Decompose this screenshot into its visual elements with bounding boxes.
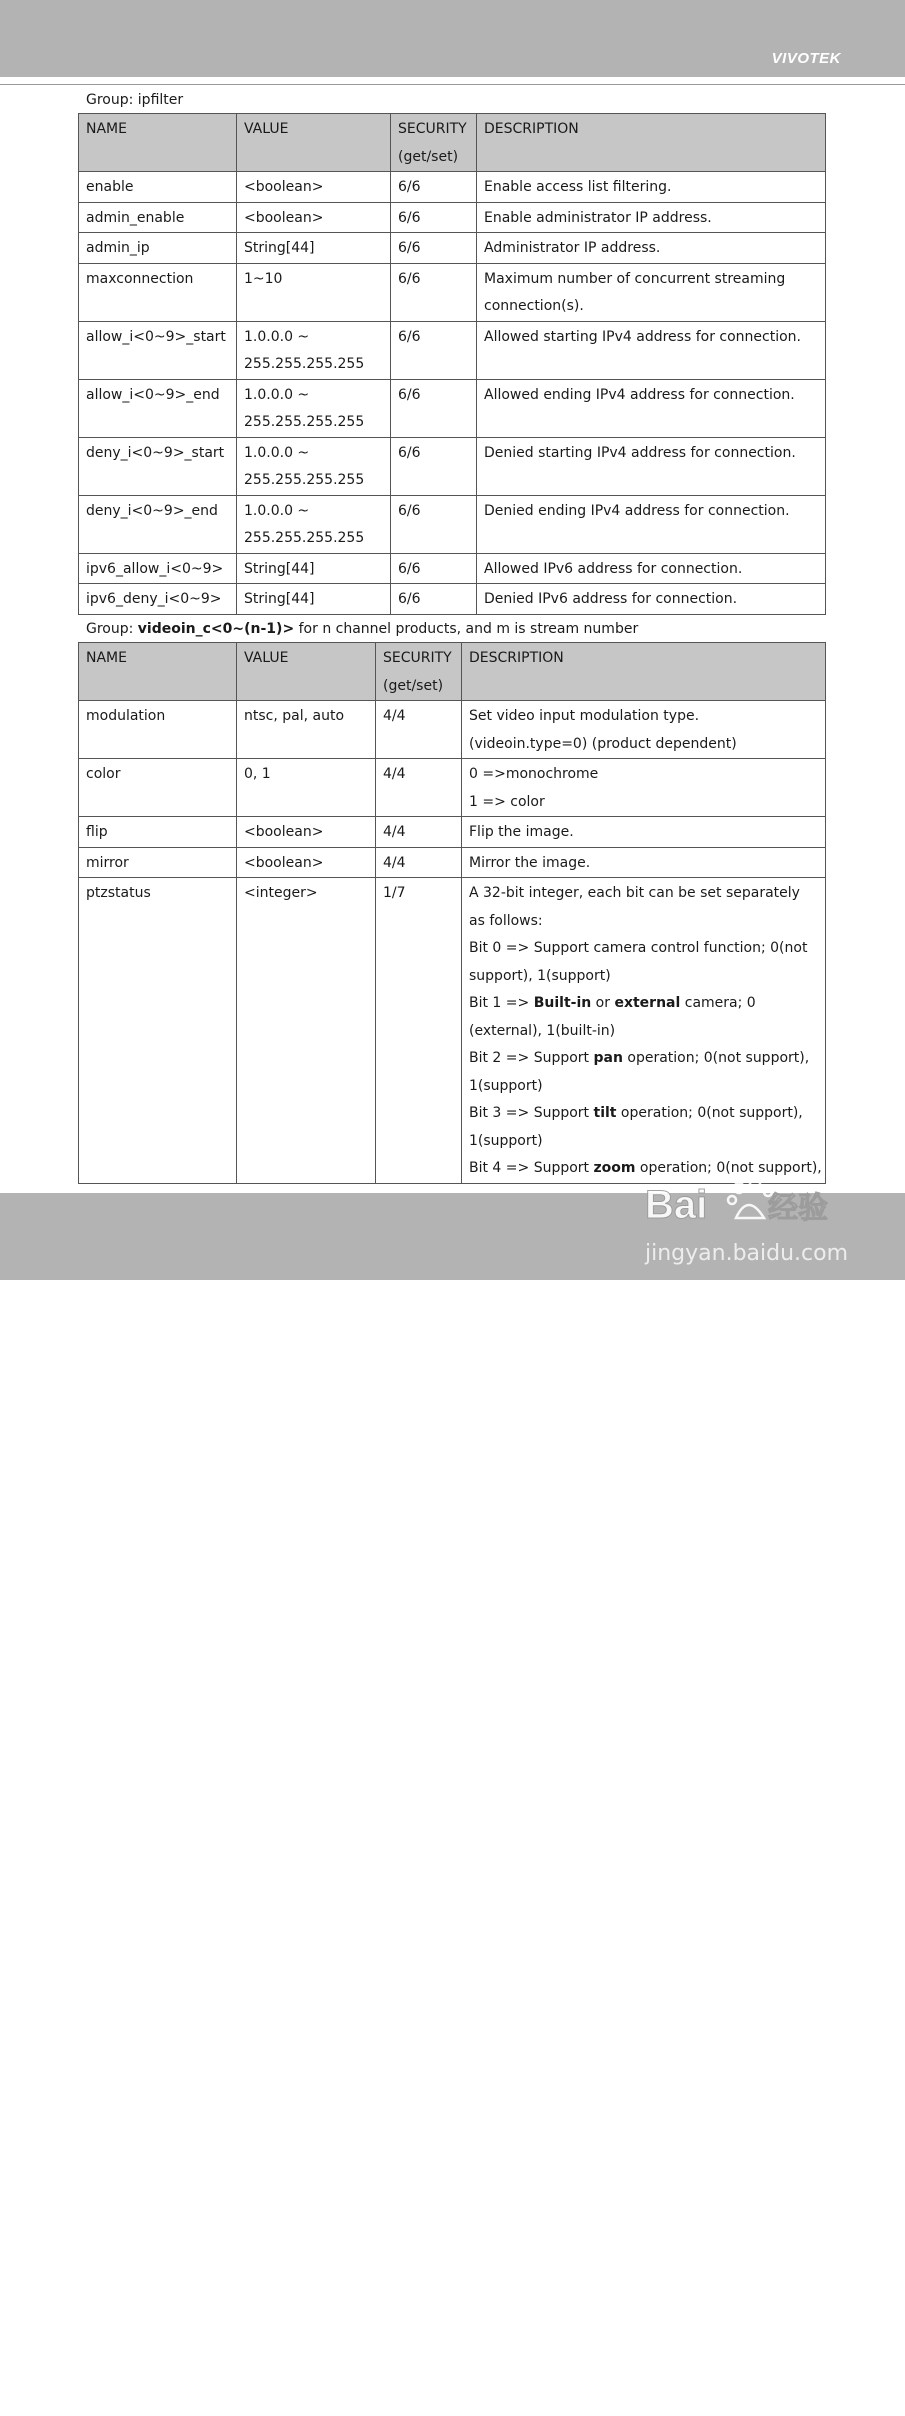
description-line: 1 => color: [469, 793, 545, 810]
cell-value: <boolean>: [237, 202, 391, 233]
table-row: [79, 233, 826, 264]
cell-security: 6/6: [391, 321, 477, 379]
cell-security: 6/6: [391, 202, 477, 233]
cell-name: deny_i<0~9>_start: [79, 437, 237, 495]
cell-security: 1/7: [376, 878, 462, 1184]
group-ipfilter-caption: Group: ipfilter: [86, 92, 184, 108]
table-header-row: [79, 114, 826, 172]
brand-logo: VIVOTEK: [771, 50, 841, 67]
table-row: [79, 321, 826, 379]
cell-value: 1.0.0.0 ~ 255.255.255.255: [237, 321, 391, 379]
cell-name: ipv6_deny_i<0~9>: [79, 584, 237, 615]
cell-security: 6/6: [391, 553, 477, 584]
description-intro: A 32-bit integer, each bit can be set separately as follows:: [469, 885, 800, 929]
table-row: [79, 202, 826, 233]
cell-description: Mirror the image.: [462, 847, 826, 878]
cell-security: 6/6: [391, 233, 477, 264]
table-row: [79, 495, 826, 553]
description-bit4: Bit 4 => Support zoom operation; 0(not support),: [469, 1160, 822, 1176]
cell-value: 1.0.0.0 ~ 255.255.255.255: [237, 437, 391, 495]
column-header-value: VALUE: [237, 114, 391, 172]
table-row: [79, 878, 826, 1184]
group-videoin-caption: [86, 621, 638, 637]
column-header-name: NAME: [79, 643, 237, 701]
ipfilter-table: [78, 113, 826, 615]
cell-name: allow_i<0~9>_end: [79, 379, 237, 437]
cell-name: color: [79, 759, 237, 817]
cell-value: <boolean>: [237, 817, 376, 848]
cell-description: Allowed IPv6 address for connection.: [477, 553, 826, 584]
cell-description: [462, 878, 826, 1184]
cell-value: 1.0.0.0 ~ 255.255.255.255: [237, 495, 391, 553]
table-row: [79, 817, 826, 848]
table-row: [79, 437, 826, 495]
cell-name: admin_ip: [79, 233, 237, 264]
cell-description: Enable access list filtering.: [477, 172, 826, 203]
header-band: [0, 0, 905, 77]
header-divider: [0, 84, 905, 85]
description-bit0: Bit 0 => Support camera control function; 0(not support), 1(support): [469, 940, 808, 984]
svg-text:jingyan.baidu.com: jingyan.baidu.com: [645, 1241, 849, 1266]
column-header-security: SECURITY (get/set): [376, 643, 462, 701]
cell-value: <integer>: [237, 878, 376, 1184]
cell-value: 1~10: [237, 263, 391, 321]
cell-security: 4/4: [376, 847, 462, 878]
cell-description: Flip the image.: [462, 817, 826, 848]
cell-description: Denied ending IPv4 address for connection.: [477, 495, 826, 553]
caption-prefix: Group:: [86, 621, 138, 637]
cell-name: allow_i<0~9>_start: [79, 321, 237, 379]
baidu-watermark-logo: [640, 1166, 855, 1276]
cell-value: <boolean>: [237, 847, 376, 878]
cell-value: String[44]: [237, 553, 391, 584]
column-header-description: DESCRIPTION: [477, 114, 826, 172]
cell-name: ptzstatus: [79, 878, 237, 1184]
cell-name: enable: [79, 172, 237, 203]
table-row: [79, 263, 826, 321]
cell-value: 0, 1: [237, 759, 376, 817]
cell-value: String[44]: [237, 584, 391, 615]
cell-name: deny_i<0~9>_end: [79, 495, 237, 553]
cell-security: 4/4: [376, 759, 462, 817]
table-header-row: [79, 643, 826, 701]
cell-security: 6/6: [391, 437, 477, 495]
cell-description: Maximum number of concurrent streaming connection(s).: [477, 263, 826, 321]
cell-value: 1.0.0.0 ~ 255.255.255.255: [237, 379, 391, 437]
cell-description: Denied starting IPv4 address for connection.: [477, 437, 826, 495]
cell-description: Administrator IP address.: [477, 233, 826, 264]
description-bit2: Bit 2 => Support pan operation; 0(not support), 1(support): [469, 1050, 810, 1094]
table-row: [79, 172, 826, 203]
cell-security: 6/6: [391, 379, 477, 437]
svg-text:Bai: Bai: [645, 1183, 708, 1227]
cell-value: <boolean>: [237, 172, 391, 203]
description-line: 0 =>monochrome: [469, 766, 599, 782]
table-row: [79, 553, 826, 584]
table-row: [79, 584, 826, 615]
svg-text:经验: 经验: [768, 1191, 828, 1226]
cell-value: ntsc, pal, auto: [237, 701, 376, 759]
table-row: [79, 379, 826, 437]
caption-suffix: for n channel products, and m is stream number: [294, 621, 639, 637]
cell-security: 6/6: [391, 172, 477, 203]
caption-group-name: videoin_c<0~(n-1)>: [137, 621, 295, 637]
cell-name: maxconnection: [79, 263, 237, 321]
cell-security: 4/4: [376, 817, 462, 848]
table-row: [79, 847, 826, 878]
cell-description: Denied IPv6 address for connection.: [477, 584, 826, 615]
cell-description: [462, 759, 826, 817]
column-header-value: VALUE: [237, 643, 376, 701]
column-header-name: NAME: [79, 114, 237, 172]
cell-name: ipv6_allow_i<0~9>: [79, 553, 237, 584]
cell-security: 4/4: [376, 701, 462, 759]
cell-description: Enable administrator IP address.: [477, 202, 826, 233]
cell-name: modulation: [79, 701, 237, 759]
description-bit3: Bit 3 => Support tilt operation; 0(not support), 1(support): [469, 1105, 803, 1149]
cell-description: Allowed starting IPv4 address for connection.: [477, 321, 826, 379]
cell-name: admin_enable: [79, 202, 237, 233]
column-header-security: SECURITY (get/set): [391, 114, 477, 172]
cell-name: mirror: [79, 847, 237, 878]
cell-name: flip: [79, 817, 237, 848]
cell-security: 6/6: [391, 263, 477, 321]
column-header-description: DESCRIPTION: [462, 643, 826, 701]
cell-security: 6/6: [391, 495, 477, 553]
cell-description: Set video input modulation type. (videoin.type=0) (product dependent): [462, 701, 826, 759]
cell-value: String[44]: [237, 233, 391, 264]
videoin-table: [78, 642, 826, 1184]
page-number: User's Manual - 109: [733, 2402, 841, 2416]
cell-security: 6/6: [391, 584, 477, 615]
table-row: [79, 701, 826, 759]
table-row: [79, 759, 826, 817]
cell-description: Allowed ending IPv4 address for connection.: [477, 379, 826, 437]
description-bit1: Bit 1 => Built-in or external camera; 0 (external), 1(built-in): [469, 995, 756, 1039]
